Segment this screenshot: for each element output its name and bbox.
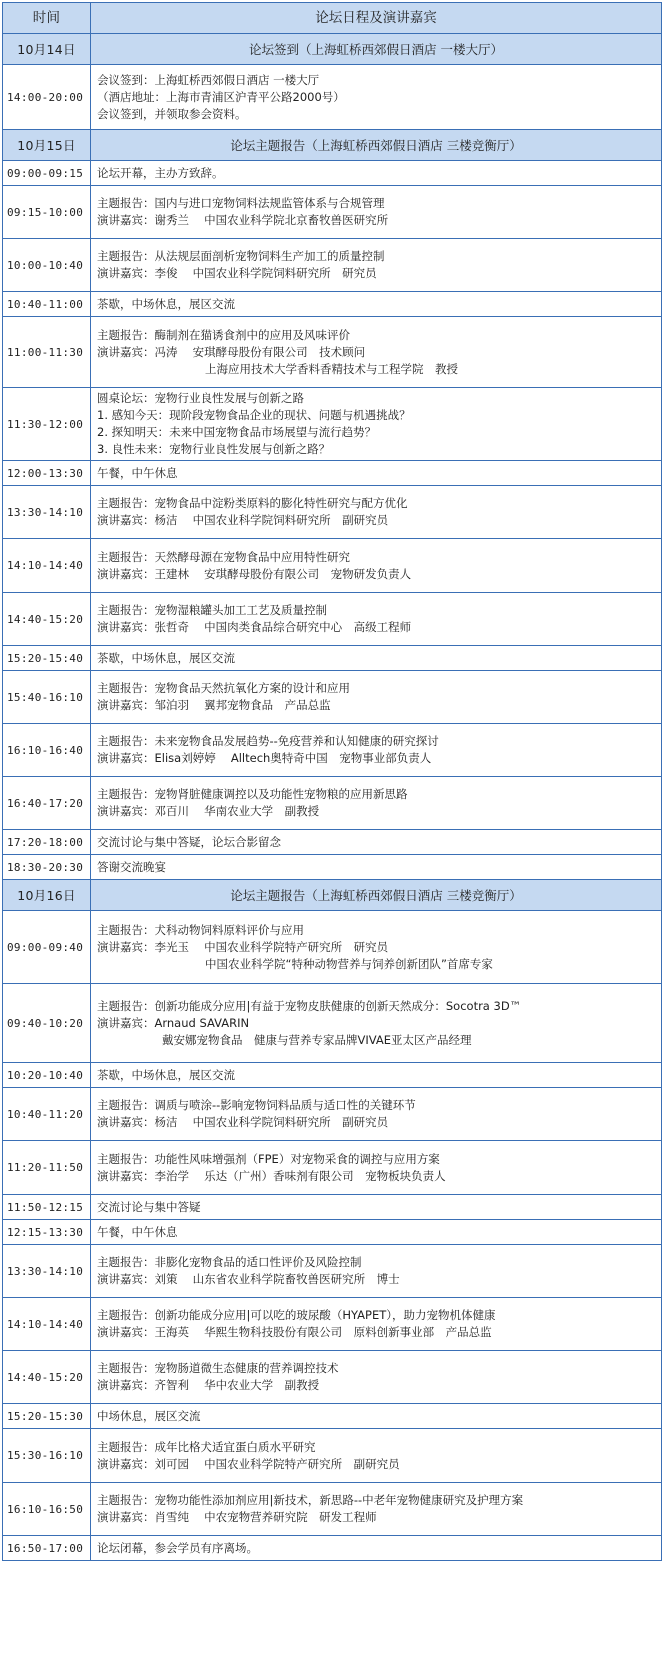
schedule-line: 茶歇，中场休息，展区交流 — [97, 1067, 235, 1082]
schedule-content — [91, 593, 662, 646]
time-cell: 09:40-10:20 — [3, 984, 91, 1063]
day-title: 论坛主题报告（上海虹桥西郊假日酒店 三楼竞衡厅） — [91, 130, 662, 161]
time-cell: 16:40-17:20 — [3, 777, 91, 830]
schedule-row — [3, 1088, 662, 1141]
time-cell: 10:40-11:00 — [3, 292, 91, 317]
schedule-row — [3, 984, 662, 1063]
schedule-row — [3, 593, 662, 646]
schedule-line: 上海应用技术大学香料香精技术与工程学院 教授 — [205, 361, 458, 376]
day-title: 论坛签到（上海虹桥西郊假日酒店 一楼大厅） — [91, 34, 662, 65]
schedule-content — [91, 1351, 662, 1404]
schedule-content — [91, 777, 662, 830]
schedule-line: 戴安娜宠物食品 健康与营养专家品牌VIVAE亚太区产品经理 — [162, 1032, 472, 1047]
time-cell: 09:00-09:40 — [3, 911, 91, 984]
time-cell: 17:20-18:00 — [3, 830, 91, 855]
schedule-line: 中国农业科学院“特种动物营养与饲养创新团队”首席专家 — [205, 956, 493, 971]
schedule-line: 午餐，中午休息 — [97, 465, 178, 480]
schedule-row — [3, 65, 662, 130]
schedule-line: 主题报告：宠物功能性添加剂应用|新技术，新思路--中老年宠物健康研究及护理方案 — [97, 1493, 524, 1507]
time-cell: 09:15-10:00 — [3, 186, 91, 239]
schedule-line: 主题报告：犬科动物饲料原料评价与应用 — [97, 922, 304, 937]
schedule-line: 交流讨论与集中答疑 — [97, 1199, 201, 1214]
time-cell: 15:40-16:10 — [3, 671, 91, 724]
header-time: 时间 — [3, 3, 91, 34]
schedule-content — [91, 1141, 662, 1195]
day-date: 10月14日 — [3, 34, 91, 65]
schedule-line: 茶歇，中场休息，展区交流 — [97, 296, 235, 311]
day-date: 10月15日 — [3, 130, 91, 161]
schedule-line: 主题报告：宠物肾脏健康调控以及功能性宠物粮的应用新思路 — [97, 787, 408, 801]
schedule-line: 演讲嘉宾：Arnaud SAVARIN — [97, 1015, 250, 1030]
schedule-line: 会议签到：上海虹桥西郊假日酒店 一楼大厅 — [97, 72, 320, 87]
schedule-row — [3, 161, 662, 186]
schedule-row — [3, 777, 662, 830]
schedule-line: 答谢交流晚宴 — [97, 859, 166, 874]
schedule-content — [91, 65, 662, 130]
schedule-row — [3, 1483, 662, 1536]
schedule-line: 演讲嘉宾：Elisa刘婷婷 Alltech奥特奇中国 宠物事业部负责人 — [97, 751, 432, 765]
schedule-line: 演讲嘉宾：刘可园 中国农业科学院特产研究所 副研究员 — [97, 1456, 400, 1471]
schedule-line: 演讲嘉宾：刘策 山东省农业科学院畜牧兽医研究所 博士 — [97, 1272, 400, 1286]
schedule-line: 演讲嘉宾：邓百川 华南农业大学 副教授 — [97, 804, 320, 818]
time-cell: 11:20-11:50 — [3, 1141, 91, 1195]
schedule-row — [3, 1245, 662, 1298]
time-cell: 14:10-14:40 — [3, 539, 91, 593]
schedule-row — [3, 486, 662, 539]
schedule-row — [3, 1404, 662, 1429]
schedule-content — [91, 486, 662, 539]
schedule-content — [91, 855, 662, 880]
time-cell: 11:50-12:15 — [3, 1195, 91, 1220]
time-cell: 15:30-16:10 — [3, 1429, 91, 1483]
time-cell: 16:10-16:50 — [3, 1483, 91, 1536]
schedule-line: 演讲嘉宾：冯涛 安琪酵母股份有限公司 技术顾问 — [97, 344, 366, 359]
schedule-row — [3, 317, 662, 388]
schedule-row — [3, 1195, 662, 1220]
time-cell: 12:15-13:30 — [3, 1220, 91, 1245]
schedule-content — [91, 1195, 662, 1220]
schedule-row — [3, 239, 662, 292]
time-cell: 14:40-15:20 — [3, 593, 91, 646]
schedule-line: 论坛开幕，主办方致辞。 — [97, 165, 224, 180]
schedule-line: 演讲嘉宾：王建林 安琪酵母股份有限公司 宠物研发负责人 — [97, 566, 412, 581]
schedule-line: 主题报告：非膨化宠物食品的适口性评价及风险控制 — [97, 1255, 362, 1269]
schedule-row — [3, 724, 662, 777]
schedule-line: 主题报告：创新功能成分应用|可以吃的玻尿酸（HYAPET），助力宠物机体健康 — [97, 1308, 496, 1322]
schedule-line: 演讲嘉宾：邹泊羽 翼邦宠物食品 产品总监 — [97, 698, 331, 712]
schedule-row — [3, 1298, 662, 1351]
time-cell: 13:30-14:10 — [3, 1245, 91, 1298]
day-header-row — [3, 34, 662, 65]
schedule-line: 3. 良性未来：宠物行业良性发展与创新之路？ — [97, 442, 331, 456]
schedule-line: 主题报告：宠物食品天然抗氧化方案的设计和应用 — [97, 681, 350, 695]
schedule-content — [91, 317, 662, 388]
schedule-content — [91, 1404, 662, 1429]
schedule-row — [3, 830, 662, 855]
time-cell: 11:00-11:30 — [3, 317, 91, 388]
schedule-content — [91, 388, 662, 461]
day-date: 10月16日 — [3, 880, 91, 911]
schedule-line: 1. 感知今天：现阶段宠物食品企业的现状、问题与机遇挑战？ — [97, 408, 411, 422]
schedule-content — [91, 646, 662, 671]
header-title: 论坛日程及演讲嘉宾 — [91, 3, 662, 34]
schedule-row — [3, 855, 662, 880]
day-title: 论坛主题报告（上海虹桥西郊假日酒店 三楼竞衡厅） — [91, 880, 662, 911]
time-cell: 10:20-10:40 — [3, 1063, 91, 1088]
schedule-content — [91, 1483, 662, 1536]
schedule-line: 主题报告：功能性风味增强剂（FPE）对宠物采食的调控与应用方案 — [97, 1151, 440, 1166]
schedule-row — [3, 292, 662, 317]
time-cell: 16:10-16:40 — [3, 724, 91, 777]
schedule-line: 演讲嘉宾：谢秀兰 中国农业科学院北京畜牧兽医研究所 — [97, 213, 389, 227]
schedule-line: 演讲嘉宾：张哲奇 中国肉类食品综合研究中心 高级工程师 — [97, 620, 412, 634]
schedule-line: 交流讨论与集中答疑，论坛合影留念 — [97, 834, 281, 849]
time-cell: 10:00-10:40 — [3, 239, 91, 292]
time-cell: 10:40-11:20 — [3, 1088, 91, 1141]
schedule-line: 茶歇，中场休息，展区交流 — [97, 650, 235, 665]
schedule-line: 演讲嘉宾：王海英 华熙生物科技股份有限公司 原料创新事业部 产品总监 — [97, 1325, 492, 1339]
schedule-line: 演讲嘉宾：李光玉 中国农业科学院特产研究所 研究员 — [97, 939, 389, 954]
schedule-content — [91, 292, 662, 317]
schedule-line: 演讲嘉宾：杨洁 中国农业科学院饲料研究所 副研究员 — [97, 1115, 389, 1129]
schedule-content — [91, 1429, 662, 1483]
schedule-line: 主题报告：天然酵母源在宠物食品中应用特性研究 — [97, 549, 350, 564]
time-cell: 16:50-17:00 — [3, 1536, 91, 1561]
time-cell: 14:40-15:20 — [3, 1351, 91, 1404]
schedule-row — [3, 1141, 662, 1195]
schedule-row — [3, 186, 662, 239]
schedule-content — [91, 186, 662, 239]
schedule-line: 论坛闭幕，参会学员有序离场。 — [97, 1540, 258, 1555]
schedule-content — [91, 239, 662, 292]
schedule-line: 2. 探知明天：未来中国宠物食品市场展望与流行趋势？ — [97, 425, 377, 439]
schedule-line: 演讲嘉宾：齐智利 华中农业大学 副教授 — [97, 1378, 320, 1392]
schedule-row — [3, 461, 662, 486]
time-cell: 11:30-12:00 — [3, 388, 91, 461]
schedule-line: （酒店地址：上海市青浦区沪青平公路2000号） — [97, 89, 345, 104]
time-cell: 15:20-15:30 — [3, 1404, 91, 1429]
schedule-row — [3, 1351, 662, 1404]
schedule-content — [91, 830, 662, 855]
schedule-content — [91, 911, 662, 984]
time-cell: 09:00-09:15 — [3, 161, 91, 186]
time-cell: 12:00-13:30 — [3, 461, 91, 486]
schedule-row — [3, 671, 662, 724]
schedule-line: 主题报告：调质与喷涂--影响宠物饲料品质与适口性的关键环节 — [97, 1098, 416, 1112]
schedule-line: 主题报告：国内与进口宠物饲料法规监管体系与合规管理 — [97, 196, 385, 210]
schedule-content — [91, 1245, 662, 1298]
schedule-line: 主题报告：创新功能成分应用|有益于宠物皮肤健康的创新天然成分：Socotra 3D™ — [97, 998, 522, 1013]
header-row — [3, 3, 662, 34]
day-header-row — [3, 130, 662, 161]
schedule-content — [91, 1536, 662, 1561]
schedule-row — [3, 388, 662, 461]
schedule-line: 主题报告：宠物食品中淀粉类原料的膨化特性研究与配方优化 — [97, 496, 408, 510]
schedule-content — [91, 1088, 662, 1141]
schedule-row — [3, 1063, 662, 1088]
schedule-row — [3, 911, 662, 984]
schedule-line: 主题报告：宠物肠道微生态健康的营养调控技术 — [97, 1361, 339, 1375]
time-cell: 18:30-20:30 — [3, 855, 91, 880]
schedule-content — [91, 461, 662, 486]
schedule-row — [3, 1536, 662, 1561]
schedule-content — [91, 724, 662, 777]
schedule-content — [91, 161, 662, 186]
schedule-content — [91, 539, 662, 593]
schedule-line: 主题报告：酶制剂在猫诱食剂中的应用及风味评价 — [97, 327, 350, 342]
schedule-content — [91, 671, 662, 724]
time-cell: 14:10-14:40 — [3, 1298, 91, 1351]
schedule-line: 演讲嘉宾：杨洁 中国农业科学院饲料研究所 副研究员 — [97, 513, 389, 527]
schedule-line: 会议签到，并领取参会资料。 — [97, 106, 247, 121]
schedule-line: 演讲嘉宾：李俊 中国农业科学院饲料研究所 研究员 — [97, 266, 377, 280]
schedule-line: 圆桌论坛：宠物行业良性发展与创新之路 — [97, 391, 304, 405]
schedule-line: 演讲嘉宾：肖雪纯 中农宠物营养研究院 研发工程师 — [97, 1510, 377, 1524]
schedule-line: 演讲嘉宾：李治学 乐达（广州）香味剂有限公司 宠物板块负责人 — [97, 1168, 446, 1183]
schedule-line: 午餐，中午休息 — [97, 1224, 178, 1239]
schedule-content — [91, 1298, 662, 1351]
schedule-row — [3, 1220, 662, 1245]
schedule-line: 主题报告：成年比格犬适宜蛋白质水平研究 — [97, 1439, 316, 1454]
schedule-row — [3, 539, 662, 593]
schedule-line: 主题报告：从法规层面剖析宠物饲料生产加工的质量控制 — [97, 249, 385, 263]
schedule-row — [3, 646, 662, 671]
day-header-row — [3, 880, 662, 911]
schedule-content — [91, 1063, 662, 1088]
schedule-line: 主题报告：未来宠物食品发展趋势--免疫营养和认知健康的研究探讨 — [97, 734, 439, 748]
time-cell: 14:00-20:00 — [3, 65, 91, 130]
schedule-row — [3, 1429, 662, 1483]
schedule-table — [2, 2, 662, 1561]
schedule-content — [91, 1220, 662, 1245]
schedule-line: 中场休息，展区交流 — [97, 1408, 201, 1423]
time-cell: 13:30-14:10 — [3, 486, 91, 539]
schedule-line: 主题报告：宠物湿粮罐头加工工艺及质量控制 — [97, 603, 327, 617]
time-cell: 15:20-15:40 — [3, 646, 91, 671]
schedule-content — [91, 984, 662, 1063]
